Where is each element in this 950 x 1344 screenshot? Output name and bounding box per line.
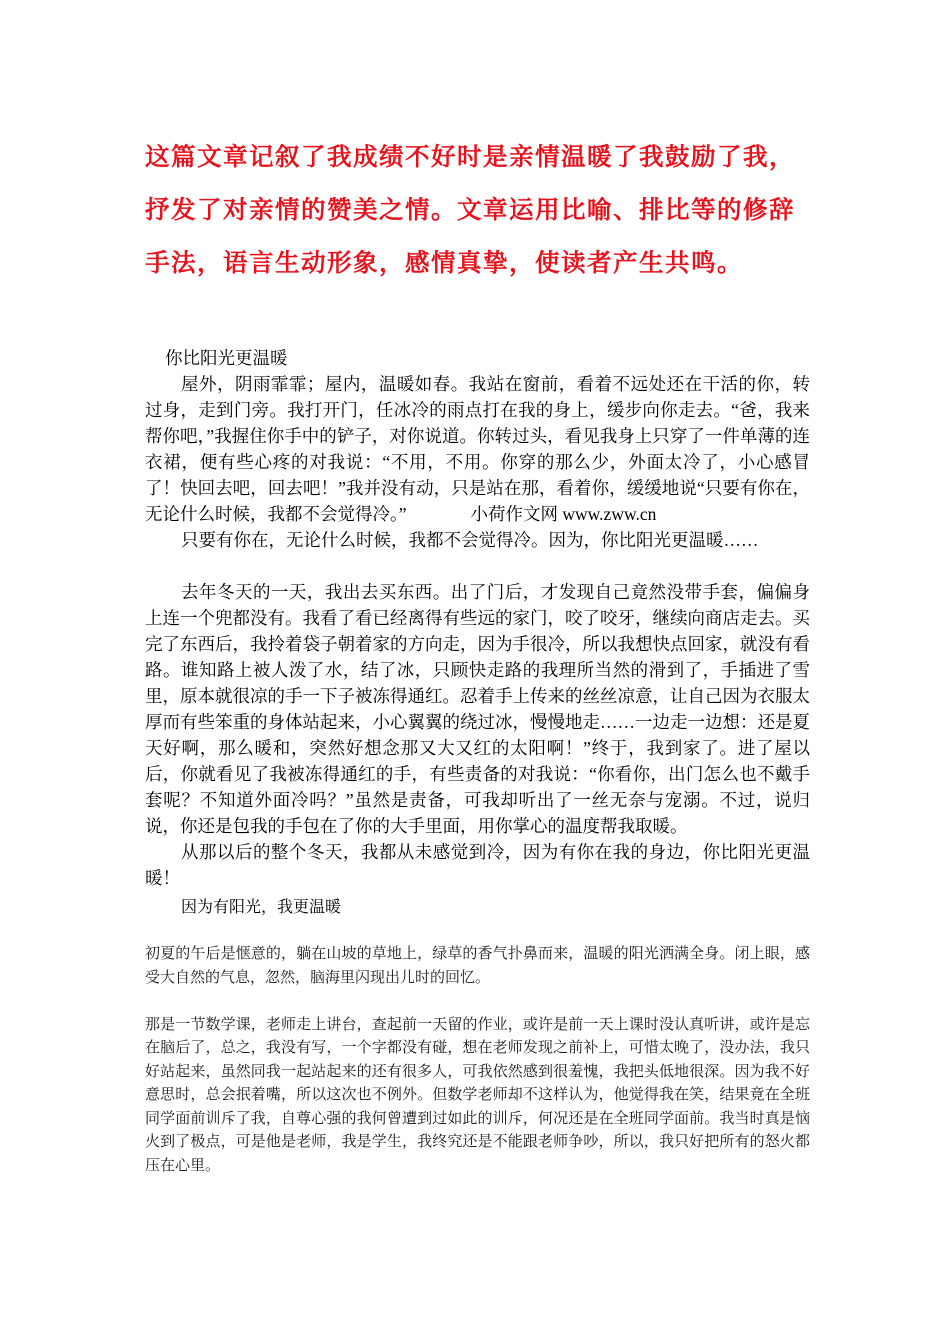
essay-2	[145, 943, 810, 1202]
essay-1-paragraph-2: 只要有你在，无论什么时候，我都不会觉得冷。因为，你比阳光更温暖……	[181, 530, 759, 550]
essay-1-paragraph-1	[145, 371, 810, 527]
essay-1-title: 你比阳光更温暖	[165, 348, 288, 368]
essay-1-paragraph-3: 去年冬天的一天，我出去买东西。出了门后，才发现自己竟然没带手套，偏偏身上连一个兜都没有。我看了看已经离得有些远的家门，咬了咬牙，继续向商店走去。买完了东西后，我拎着袋子朝着家的方向走，因为手很冷，所以我想快点回家，就没有看路。谁知路上被人泼了水，结了冰，只顾快走路的我理所当然的滑到了，手插进了雪里，原本就很凉的手一下子被冻得通红。忍着手上传来的丝丝凉意，让自己因为衣服太厚而有些笨重的身体站起来，小心翼翼的绕过冰，慢慢地走……一边走一边想：还是夏天好啊，那么暖和，突然好想念那又大又红的太阳啊！”终于，我到家了。进了屋以后，你就看见了我被冻得通红的手，有些责备的对我说：“你看你，出门怎么也不戴手套呢？不知道外面冷吗？”虽然是责备，可我却听出了一丝无奈与宠溺。不过，说归说，你还是包我的手包在了你的大手里面，用你掌心的温度帮我取暖。	[145, 582, 810, 836]
summary-comment: 这篇文章记叙了我成绩不好时是亲情温暖了我鼓励了我，抒发了对亲情的赞美之情。文章运用比喻、排比等的修辞手法，语言生动形象，感情真挚，使读者产生共鸣。	[145, 142, 795, 277]
source-credit: 小荷作文网 www.zww.cn	[470, 504, 657, 524]
essay-1	[145, 345, 810, 891]
essay-2-paragraph-2: 那是一节数学课，老师走上讲台，查起前一天留的作业，或许是前一天上课时没认真听讲，或许是忘在脑后了，总之，我没有写，一个字都没有碰，想在老师发现之前补上，可惜太晚了，没办法，我只好站起来，虽然同我一起站起来的还有很多人，可我依然感到很羞愧，我把头低地很深。因为我不好意思时，总会抿着嘴，所以这次也不例外。但数学老师却不这样认为，他觉得我在笑，结果竟在全班同学面前训斥了我，自尊心强的我何曾遭到过如此的训斥，何况还是在全班同学面前。我当时真是恼火到了极点，可是他是老师，我是学生，我终究还是不能跟老师争吵，所以，我只好把所有的怒火都压在心里。	[145, 1016, 810, 1174]
paragraph-gap	[145, 553, 810, 579]
essay-1-paragraph-4: 从那以后的整个冬天，我都从未感觉到冷，因为有你在我的身边，你比阳光更温暖！	[145, 842, 810, 888]
essay-2-title: 因为有阳光，我更温暖	[181, 899, 342, 916]
essay-1-paragraph-1-text: 屋外，阴雨霏霏；屋内，温暖如春。我站在窗前，看着不远处还在干活的你，转过身，走到门旁。我打开门，任冰冷的雨点打在我的身上，缓步向你走去。“爸，我来帮你吧，”我握住你手中的铲子，对你说道。你转过头，看见我身上只穿了一件单薄的连衣裙，便有些心疼的对我说：“不用，不用。你穿的那么少，外面太冷了，小心感冒了！快回去吧，回去吧！”我并没有动，只是站在那，看着你，缓缓地说“只要有你在，无论什么时候，我都不会觉得冷。”	[145, 374, 810, 524]
essay-2-paragraph-1: 初夏的午后是惬意的，躺在山坡的草地上，绿草的香气扑鼻而来，温暖的阳光洒满全身。闭上眼，感受大自然的气息，忽然，脑海里闪现出儿时的回忆。	[145, 946, 810, 986]
